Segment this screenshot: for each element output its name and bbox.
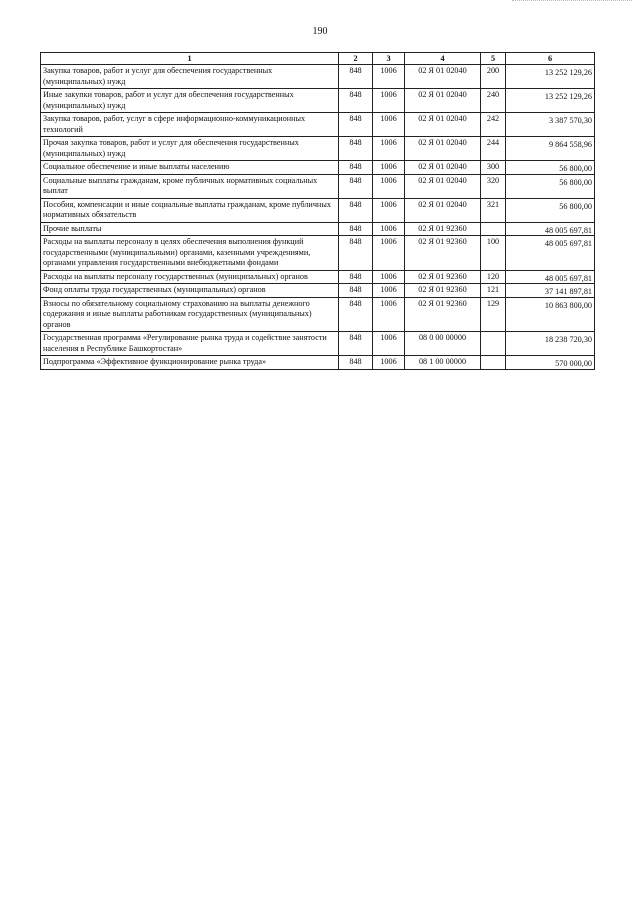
admin-code-cell: 848 [339,89,373,113]
admin-code-cell: 848 [339,236,373,271]
expense-type-cell: 121 [481,284,506,298]
admin-code-cell: 848 [339,356,373,370]
row-name-cell: Фонд оплаты труда государственных (муниципальных) органов [41,284,339,298]
table-row [41,198,595,222]
table-row [41,222,595,236]
target-article-cell: 02 Я 01 92360 [405,222,481,236]
row-name-cell: Иные закупки товаров, работ и услуг для обеспечения государственных (муниципальных) нужд [41,89,339,113]
amount-cell [506,270,595,284]
row-name-cell: Закупка товаров, работ, услуг в сфере информационно-коммуникационных технологий [41,113,339,137]
column-header: 3 [373,53,405,65]
amount-value: 3 387 570,30 [549,116,592,125]
amount-value: 56 800,00 [559,177,592,187]
table-row [41,113,595,137]
table-row [41,89,595,113]
amount-cell [506,89,595,113]
section-code-cell: 1006 [373,356,405,370]
row-name-cell: Социальное обеспечение и иные выплаты населению [41,161,339,175]
amount-cell [506,161,595,175]
expense-type-cell: 100 [481,236,506,271]
amount-value: 13 252 129,26 [544,68,592,77]
column-header: 6 [506,53,595,65]
budget-table [40,52,595,370]
amount-cell [506,222,595,236]
row-name-cell: Государственная программа «Регулирование рынка труда и содействие занятости населения в Республике Башкортостан» [41,332,339,356]
row-name-cell: Закупка товаров, работ и услуг для обеспечения государственных (муниципальных) нужд [41,65,339,89]
expense-type-cell: 320 [481,174,506,198]
amount-value: 56 800,00 [559,201,592,211]
expense-type-cell [481,332,506,356]
admin-code-cell: 848 [339,137,373,161]
target-article-cell: 08 0 00 00000 [405,332,481,356]
table-row [41,161,595,175]
target-article-cell: 02 Я 01 02040 [405,65,481,89]
target-article-cell: 02 Я 01 02040 [405,113,481,137]
table-row [41,332,595,356]
table-header-row [41,53,595,65]
row-name-cell: Прочие выплаты [41,222,339,236]
table-body [41,65,595,370]
row-name-cell: Расходы на выплаты персоналу государственных (муниципальных) органов [41,270,339,284]
amount-cell [506,236,595,271]
expense-type-cell: 300 [481,161,506,175]
row-name-cell: Социальные выплаты гражданам, кроме публичных нормативных социальных выплат [41,174,339,198]
admin-code-cell: 848 [339,297,373,332]
target-article-cell: 02 Я 01 92360 [405,284,481,298]
admin-code-cell: 848 [339,113,373,137]
row-name-cell: Пособия, компенсации и иные социальные выплаты гражданам, кроме публичных нормативных обязательств [41,198,339,222]
column-header: 5 [481,53,506,65]
section-code-cell: 1006 [373,65,405,89]
target-article-cell: 08 1 00 00000 [405,356,481,370]
expense-type-cell: 242 [481,113,506,137]
target-article-cell: 02 Я 01 02040 [405,137,481,161]
admin-code-cell: 848 [339,270,373,284]
amount-value: 48 005 697,81 [544,239,592,248]
admin-code-cell: 848 [339,65,373,89]
section-code-cell: 1006 [373,174,405,198]
amount-value: 56 800,00 [559,164,592,173]
amount-cell [506,137,595,161]
amount-cell [506,297,595,332]
amount-value: 18 238 720,30 [544,335,592,344]
section-code-cell: 1006 [373,198,405,222]
expense-type-cell [481,356,506,370]
section-code-cell: 1006 [373,222,405,236]
section-code-cell: 1006 [373,332,405,356]
table-row [41,236,595,271]
column-header: 1 [41,53,339,65]
scan-edge-mark [512,0,632,4]
row-name-cell: Прочая закупка товаров, работ и услуг для обеспечения государственных (муниципальных) нужд [41,137,339,161]
target-article-cell: 02 Я 01 92360 [405,270,481,284]
expense-type-cell: 321 [481,198,506,222]
column-header: 4 [405,53,481,65]
target-article-cell: 02 Я 01 92360 [405,236,481,271]
target-article-cell: 02 Я 01 02040 [405,198,481,222]
amount-value: 48 005 697,81 [544,225,592,235]
section-code-cell: 1006 [373,89,405,113]
amount-cell [506,65,595,89]
amount-value: 9 864 558,96 [549,140,592,149]
section-code-cell: 1006 [373,113,405,137]
table-row [41,284,595,298]
section-code-cell: 1006 [373,297,405,332]
expense-type-cell: 244 [481,137,506,161]
table-row [41,137,595,161]
amount-cell [506,332,595,356]
expense-type-cell: 129 [481,297,506,332]
amount-cell [506,284,595,298]
table-row [41,356,595,370]
amount-cell [506,198,595,222]
row-name-cell: Подпрограмма «Эффективное функционирование рынка труда» [41,356,339,370]
section-code-cell: 1006 [373,270,405,284]
admin-code-cell: 848 [339,332,373,356]
expense-type-cell: 200 [481,65,506,89]
section-code-cell: 1006 [373,284,405,298]
amount-cell [506,113,595,137]
page-number: 190 [312,26,328,37]
amount-cell [506,356,595,370]
amount-value: 570 000,00 [555,359,592,368]
admin-code-cell: 848 [339,284,373,298]
target-article-cell: 02 Я 01 02040 [405,161,481,175]
expense-type-cell: 240 [481,89,506,113]
amount-value: 48 005 697,81 [544,273,592,283]
amount-cell [506,174,595,198]
table-row [41,270,595,284]
admin-code-cell: 848 [339,161,373,175]
target-article-cell: 02 Я 01 02040 [405,174,481,198]
amount-value: 13 252 129,26 [544,92,592,101]
row-name-cell: Взносы по обязательному социальному страхованию на выплаты денежного содержания и иные выплаты работникам государственных (муниципальных) органов [41,297,339,332]
section-code-cell: 1006 [373,137,405,161]
amount-value: 37 141 897,81 [544,287,592,296]
target-article-cell: 02 Я 01 92360 [405,297,481,332]
admin-code-cell: 848 [339,222,373,236]
expense-type-cell: 120 [481,270,506,284]
row-name-cell: Расходы на выплаты персоналу в целях обеспечения выполнения функций государственными (муниципальными) органами, казенными учреждениями, органами управления государственными внебюджетными фондами [41,236,339,271]
table-row [41,174,595,198]
table-row [41,65,595,89]
admin-code-cell: 848 [339,174,373,198]
amount-value: 10 863 800,00 [544,300,592,310]
admin-code-cell: 848 [339,198,373,222]
section-code-cell: 1006 [373,161,405,175]
target-article-cell: 02 Я 01 02040 [405,89,481,113]
section-code-cell: 1006 [373,236,405,271]
column-header: 2 [339,53,373,65]
table-row [41,297,595,332]
expense-type-cell [481,222,506,236]
